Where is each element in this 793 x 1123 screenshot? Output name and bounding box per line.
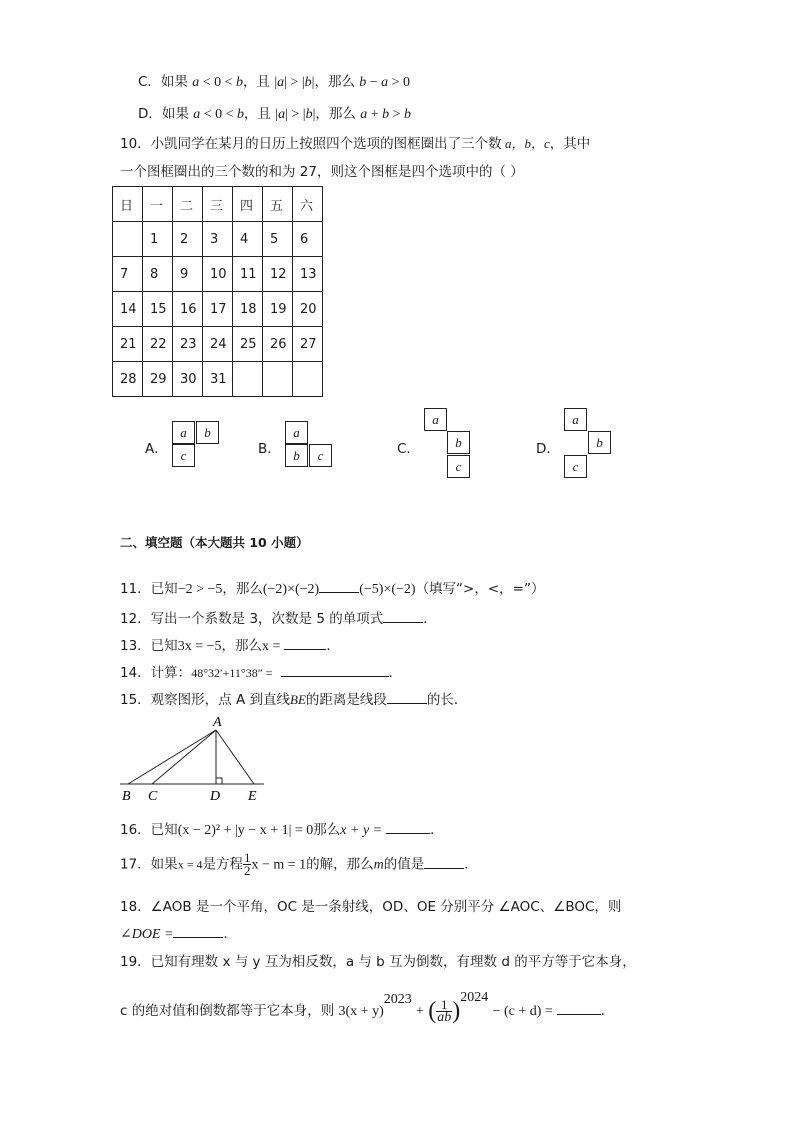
calendar-cell: 6 [293,222,323,257]
calendar-header-cell: 六 [293,187,323,222]
calendar-cell [113,222,143,257]
q10-option-d-label: D． [536,441,560,457]
q10-option-c-label: C． [397,441,420,457]
label-a: A [213,715,222,730]
answer-blank[interactable] [386,821,430,834]
calendar-cell: 21 [113,327,143,362]
shape-cell: a [424,408,447,431]
answer-blank[interactable] [424,856,464,869]
calendar-row [113,362,323,397]
calendar-cell: 8 [143,257,173,292]
label-e: E [248,789,257,804]
q17: 17．如果x = 4是方程 $\frac{1}{2}$ x − m = 1的解，那么m的值是 ． [120,850,478,878]
calendar-cell: 2 [173,222,203,257]
shape-cell: a [285,421,308,444]
calendar-row [113,292,323,327]
calendar-cell: 20 [293,292,323,327]
calendar-header-cell: 三 [203,187,233,222]
calendar-table [112,186,323,397]
calendar-cell: 15 [143,292,173,327]
calendar-cell: 19 [263,292,293,327]
answer-blank[interactable] [281,664,389,677]
q11: 11．已知−2 > −5，那么(−2)×(−2) (−5)×(−2)（填写“>，<，=”） [120,581,545,597]
label-d: D [210,789,221,804]
label-b: B [122,789,131,804]
calendar-cell: 27 [293,327,323,362]
segment-ab [128,730,216,784]
q10-line2: 一个图框圈出的三个数的和为 27，则这个图框是四个选项中的（ ） [120,164,524,180]
calendar-cell [293,362,323,397]
section-title: 二、填空题（本大题共 10 小题） [120,535,309,550]
q15: 15．观察图形，点 A 到直线BE的距离是线段 的长． [120,692,468,708]
shape-cell: c [172,444,195,467]
segment-ae [216,730,254,784]
calendar-cell: 14 [113,292,143,327]
q10-option-b-label: B． [258,441,281,457]
calendar-cell: 4 [233,222,263,257]
calendar-row [113,222,323,257]
calendar-cell [263,362,293,397]
calendar-header-cell: 四 [233,187,263,222]
calendar-header-cell: 二 [173,187,203,222]
right-angle-mark [216,778,222,784]
q18-line1: 18．∠AOB 是一个平角，OC 是一条射线，OD、OE 分别平分 ∠AOC、∠BOC，则 [120,899,622,915]
calendar-cell: 3 [203,222,233,257]
calendar-row [113,257,323,292]
calendar-header-cell: 日 [113,187,143,222]
q18-line2: ∠DOE = ． [120,926,237,942]
calendar-cell: 17 [203,292,233,327]
calendar-cell: 26 [263,327,293,362]
answer-blank[interactable] [319,580,359,593]
q12: 12．写出一个系数是 3，次数是 5 的单项式 ． [120,611,437,627]
answer-blank[interactable] [557,1002,601,1015]
calendar-cell: 13 [293,257,323,292]
calendar-cell: 28 [113,362,143,397]
calendar-cell: 16 [173,292,203,327]
q9-option-d: D．如果 a < 0 < b，且 |a| > |b|，那么 a + b > b [138,106,412,122]
q14: 14．计算：48°32′+11°38″ = ． [120,665,402,681]
calendar-cell: 12 [263,257,293,292]
calendar-header-cell: 五 [263,187,293,222]
calendar-cell: 1 [143,222,173,257]
calendar-cell: 23 [173,327,203,362]
calendar-cell: 9 [173,257,203,292]
q16: 16．已知(x − 2)² + |y − x + 1| = 0那么x + y = ． [120,822,444,838]
calendar-header-cell: 一 [143,187,173,222]
calendar-cell: 29 [143,362,173,397]
calendar-cell: 22 [143,327,173,362]
shape-cell: a [564,408,587,431]
answer-blank[interactable] [284,637,326,650]
shape-cell: c [309,444,332,467]
segment-ac [152,730,216,784]
calendar-cell: 18 [233,292,263,327]
shape-cell: c [447,455,470,478]
q10-option-a-label: A． [145,441,168,457]
shape-cell: a [172,421,195,444]
shape-cell: b [196,421,219,444]
shape-cell: b [588,431,611,454]
calendar-cell: 24 [203,327,233,362]
triangle-figure [112,712,272,804]
q19-line1: 19．已知有理数 x 与 y 互为相反数，a 与 b 互为倒数，有理数 d 的平方等于它本身， [120,954,636,970]
fraction-half: $\frac{1}{2}$ [243,850,251,878]
shape-cell: b [285,444,308,467]
calendar-row [113,327,323,362]
answer-blank[interactable] [387,691,427,704]
fraction-one-over-ab: $\frac{1}{ab}$ [437,996,452,1025]
q10-line1: 10．小凯同学在某月的日历上按照四个选项的图框圈出了三个数 a，b，c，其中 [120,136,591,152]
answer-blank[interactable] [173,925,223,938]
q19-line2: c 的绝对值和倒数都等于它本身，则 $3(x + y)^{2023}$ + ( $\frac{1}{ab}$ )$^{2024}$ − (c + d) = ． [120,990,615,1025]
calendar-cell: 10 [203,257,233,292]
shape-cell: b [447,431,470,454]
shape-cell: c [564,455,587,478]
calendar-header-row [113,187,323,222]
calendar-cell: 30 [173,362,203,397]
calendar-cell: 7 [113,257,143,292]
calendar-cell: 25 [233,327,263,362]
calendar-cell: 31 [203,362,233,397]
q9-option-c: C．如果 a < 0 < b，且 |a| > |b|，那么 b − a > 0 [138,74,411,90]
answer-blank[interactable] [383,610,423,623]
calendar-cell [233,362,263,397]
calendar-cell: 11 [233,257,263,292]
calendar-cell: 5 [263,222,293,257]
label-c: C [148,789,158,804]
q13: 13．已知3x = −5，那么x = ． [120,638,340,654]
